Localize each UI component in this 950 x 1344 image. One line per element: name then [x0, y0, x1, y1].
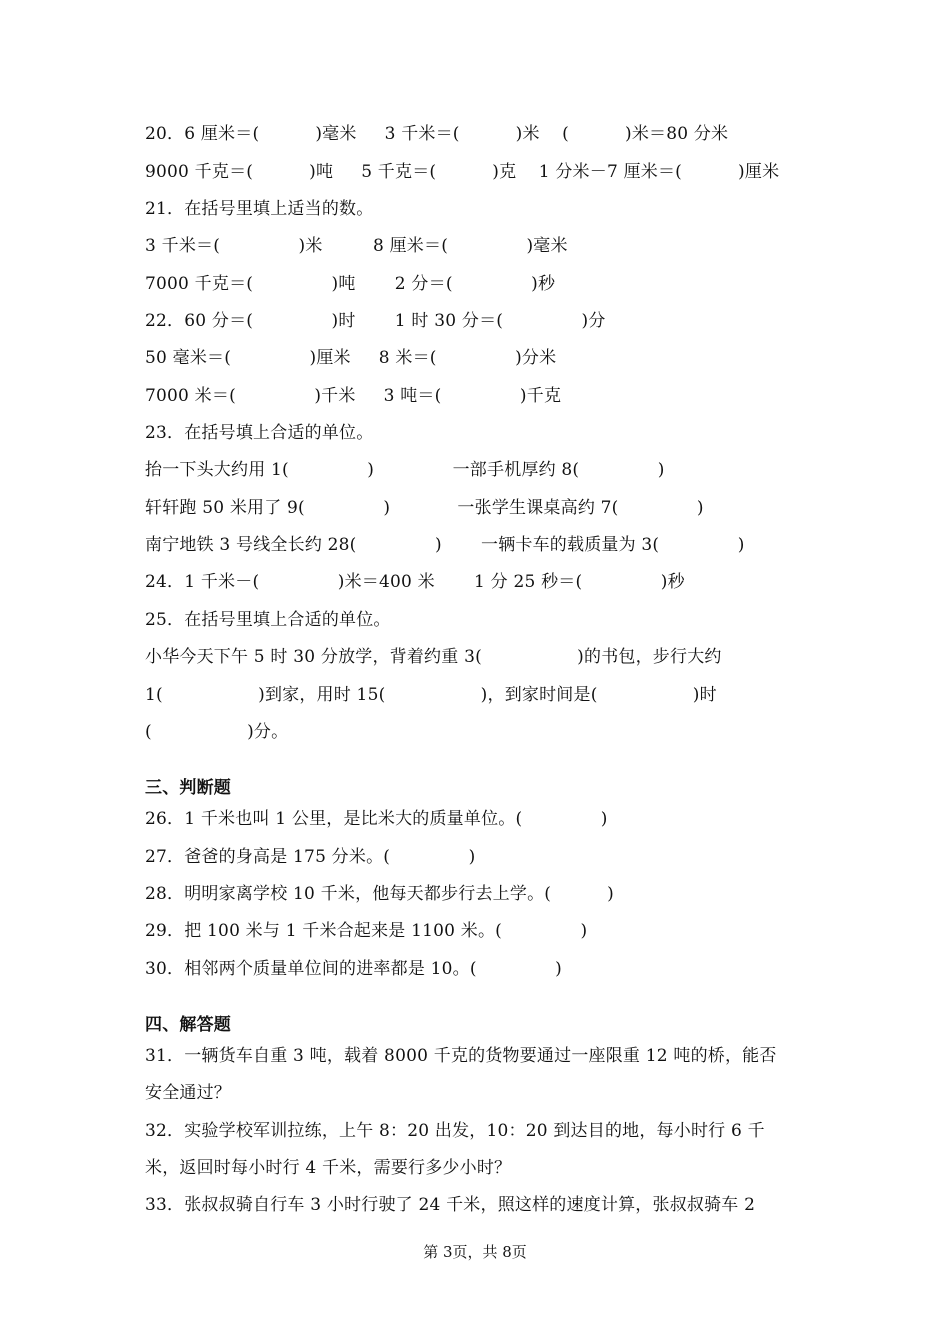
q32-line-1: 32．实验学校军训拉练，上午 8：20 出发，10：20 到达目的地，每小时行 6 千 — [145, 1121, 765, 1141]
page-footer: 第 3页，共 8页 — [423, 1243, 527, 1261]
q22-line-1: 22．60 分＝( )时 1 时 30 分＝( )分 — [145, 311, 606, 331]
q33-line-1: 33．张叔叔骑自行车 3 小时行驶了 24 千米，照这样的速度计算，张叔叔骑车 2 — [145, 1195, 756, 1215]
q30-line: 30．相邻两个质量单位间的进率都是 10。( ) — [145, 959, 562, 979]
q23-line-3: 南宁地铁 3 号线全长约 28( ) 一辆卡车的载质量为 3( ) — [145, 535, 745, 555]
q25-title: 25．在括号里填上合适的单位。 — [145, 610, 391, 630]
q23-line-2: 轩轩跑 50 米用了 9( ) 一张学生课桌高约 7( ) — [145, 498, 704, 518]
q31-line-1: 31．一辆货车自重 3 吨，载着 8000 千克的货物要通过一座限重 12 吨的桥，能否 — [145, 1046, 777, 1066]
q22-line-3: 7000 米＝( )千米 3 吨＝( )千克 — [145, 386, 562, 406]
q28-line: 28．明明家离学校 10 千米，他每天都步行去上学。( ) — [145, 884, 614, 904]
q21-title: 21．在括号里填上适当的数。 — [145, 199, 374, 219]
q25-line-2: 1( )到家，用时 15( )，到家时间是( )时 — [145, 685, 717, 705]
q20-line-1: 20．6 厘米＝( )毫米 3 千米＝( )米 ( )米＝80 分米 — [145, 124, 729, 144]
q26-line: 26．1 千米也叫 1 公里，是比米大的质量单位。( ) — [145, 809, 608, 829]
section-heading-judgement: 三、判断题 — [145, 778, 231, 798]
section-heading-answers: 四、解答题 — [145, 1015, 231, 1035]
q23-line-1: 抬一下头大约用 1( ) 一部手机厚约 8( ) — [145, 460, 665, 480]
q32-line-2: 米，返回时每小时行 4 千米，需要行多少小时？ — [145, 1158, 512, 1178]
q23-title: 23．在括号填上合适的单位。 — [145, 423, 374, 443]
q21-line-1: 3 千米＝( )米 8 厘米＝( )毫米 — [145, 236, 568, 256]
q29-line: 29．把 100 米与 1 千米合起来是 1100 米。( ) — [145, 921, 588, 941]
q25-line-3: ( )分。 — [145, 722, 289, 742]
q22-line-2: 50 毫米＝( )厘米 8 米＝( )分米 — [145, 348, 557, 368]
q27-line: 27．爸爸的身高是 175 分米。( ) — [145, 847, 476, 867]
q20-line-2: 9000 千克＝( )吨 5 千克＝( )克 1 分米－7 厘米＝( )厘米 — [145, 162, 780, 182]
q25-line-1: 小华今天下午 5 时 30 分放学，背着约重 3( )的书包，步行大约 — [145, 647, 722, 667]
q24-line: 24．1 千米－( )米＝400 米 1 分 25 秒＝( )秒 — [145, 572, 685, 592]
q21-line-2: 7000 千克＝( )吨 2 分＝( )秒 — [145, 274, 556, 294]
q31-line-2: 安全通过？ — [145, 1083, 231, 1103]
